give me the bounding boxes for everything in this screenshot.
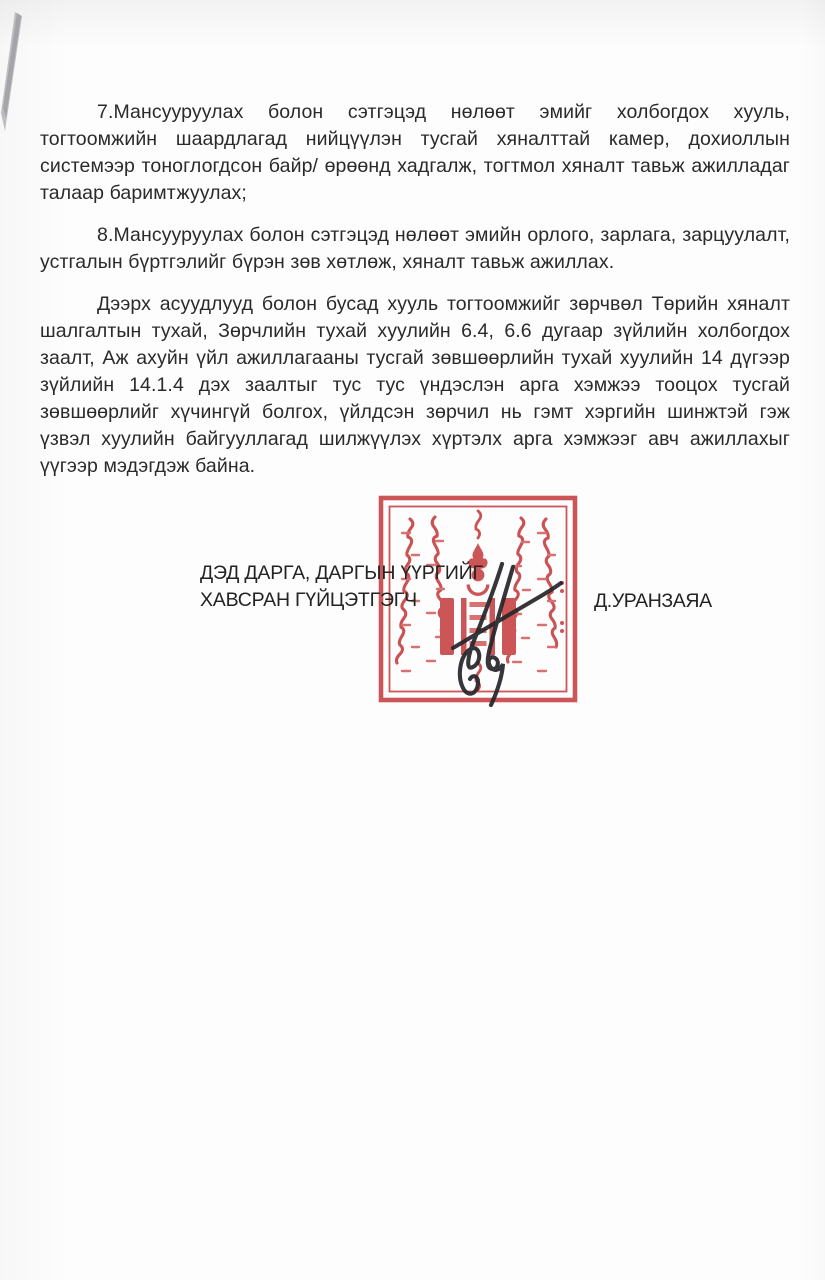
closing-paragraph: Дээрх асуудлууд болон бусад хууль тогтоомжийг зөрчвөл Төрийн хяналт шалгалтын тухай, Зөрчлийн тухай хуулийн 6.4, 6.6 дугаар зүйлийн холбогдох заалт, Аж ахуйн үйл ажиллагааны тусгай зөвшөөрлийн тухай хуулийн 14 дүгээр зүйлийн 14.1.4 дэх заалтыг тус тус үндэслэн арга хэмжээ тооцох тусгай зөвшөөрлийг хүчингүй болгох, үйлдсэн зөрчил нь гэмт хэргийн шинжтэй гэж үзвэл хуулийн байгууллагад шилжүүлэх хүртэлх арга хэмжээг авч ажиллахыг үүгээр мэдэгдэж байна. xyxy=(40,293,790,477)
signer-title-line2: ХАВСРАН ГҮЙЦЭТГЭГЧ xyxy=(200,589,417,611)
paragraph-8: 8.Мансууруулах болон сэтгэцэд нөлөөт эмийн орлого, зарлага, зарцуулалт, устгалын бүртгэлийг бүрэн зөв хөтлөж, хяналт тавьж ажиллах. xyxy=(40,224,790,273)
handwritten-signature-icon xyxy=(425,530,585,710)
paragraph-7: 7.Мансууруулах болон сэтгэцэд нөлөөт эмийг холбогдох хууль, тогтоомжийн шаардлагад нийцүүлэн тусгай хяналттай камер, дохиоллын системээр тоноглогдсон байр/ өрөөнд хадгалж, тогтмол хяналт тавьж ажилладаг талаар баримтжуулах; xyxy=(40,101,790,204)
page-corner-fold-mark xyxy=(0,0,34,145)
document-body xyxy=(40,99,790,495)
signer-title-line1: ДЭД ДАРГА, ДАРГЫН ҮҮРГИЙГ xyxy=(200,562,483,584)
signer-name: Д.УРАНЗАЯА xyxy=(594,590,712,612)
